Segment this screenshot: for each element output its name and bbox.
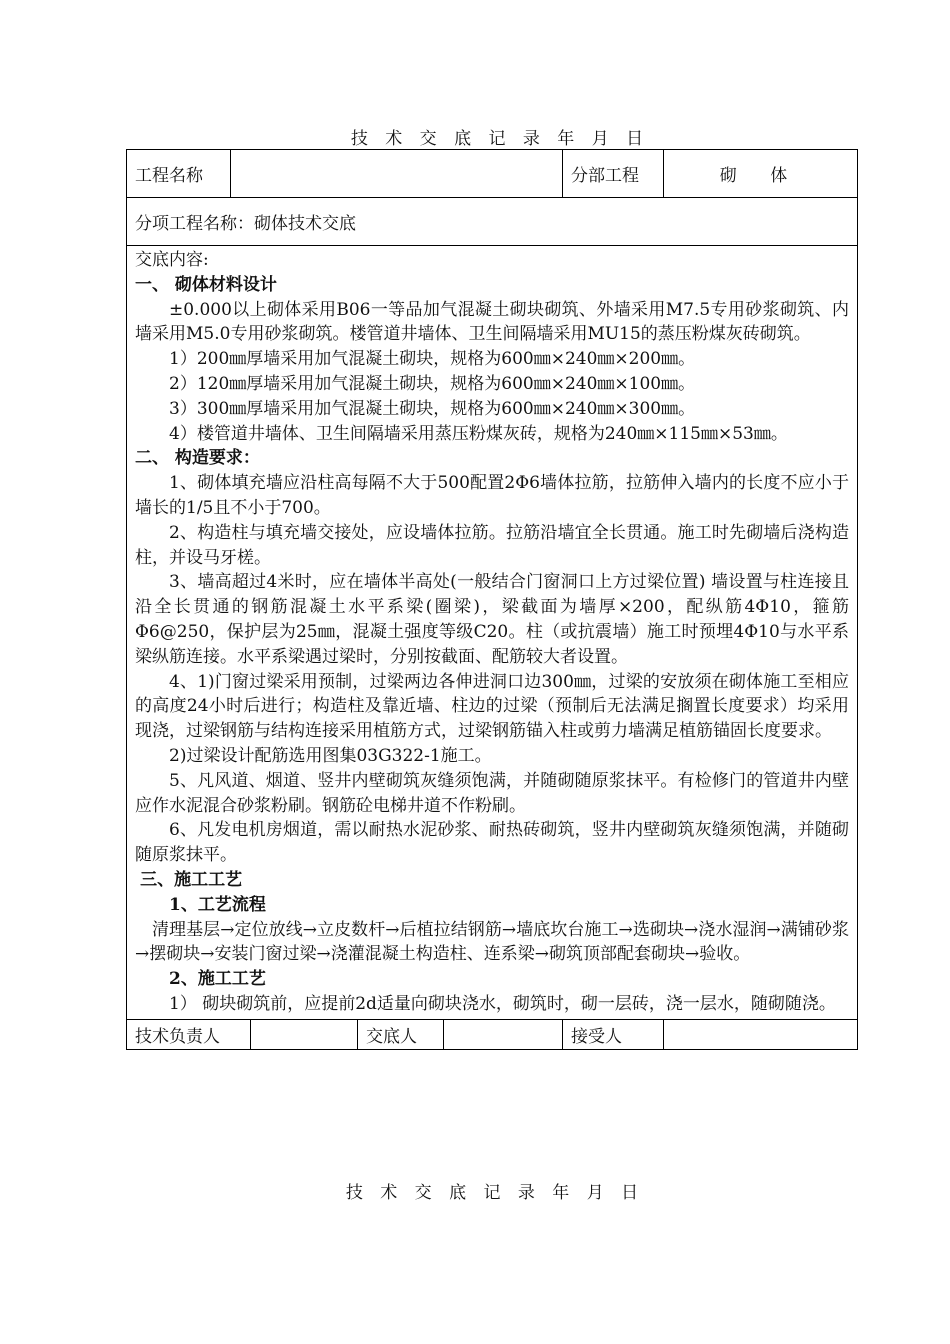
paragraph: 2）120㎜厚墙采用加气混凝土砌块，规格为600㎜×240㎜×100㎜。 (169, 373, 696, 394)
content-label: 交底内容: (135, 250, 209, 270)
paragraph: 6、凡发电机房烟道，需以耐热水泥砂浆、耐热砖砌筑，竖井内壁砌筑灰缝须饱满，并随砌随原浆抹平。 (135, 820, 849, 866)
section-heading: 三、施工工艺 (140, 869, 243, 890)
receiver-value (664, 1019, 858, 1049)
presenter-label: 交底人 (358, 1019, 444, 1049)
paragraph: ±0.000以上砌体采用B06一等品加气混凝土砌块砌筑、外墙采用M7.5专用砂浆砌筑、内墙采用M5.0专用砂浆砌筑。楼管道井墙体、卫生间隔墙采用MU15的蒸压粉煤灰砖砌筑。 (135, 299, 849, 345)
presenter-value (444, 1019, 563, 1049)
record-title-footer: 技 术 交 底 记 录 年 月 日 (345, 1183, 645, 1203)
project-name-label: 工程名称 (127, 150, 231, 198)
paragraph: 4）楼管道井墙体、卫生间隔墙采用蒸压粉煤灰砖，规格为240㎜×115㎜×53㎜。 (169, 423, 788, 444)
subsection-heading: 1、工艺流程 (169, 894, 266, 915)
disclosure-record-table (126, 149, 858, 1050)
header-row (127, 150, 858, 198)
paragraph: 3）300㎜厚墙采用加气混凝土砌块，规格为600㎜×240㎜×300㎜。 (169, 398, 696, 419)
paragraph: 1） 砌块砌筑前，应提前2d适量向砌块浇水，砌筑时，砌一层砖，浇一层水，随砌随浇。 (169, 993, 836, 1014)
subsection-heading: 2、施工工艺 (169, 969, 266, 990)
paragraph: 1、砌体填充墙应沿柱高每隔不大于500配置2Φ6墙体拉筋，拉筋伸入墙内的长度不应小于墙长的1/5且不小于700。 (135, 473, 849, 518)
division-label: 分部工程 (563, 150, 664, 198)
paragraph: 清理基层→定位放线→立皮数杆→后植拉结钢筋→墙底坎台施工→选砌块→浇水湿润→满铺砂浆→摆砌块→安装门窗过梁→浇灌混凝土构造柱、连系梁→砌筑顶部配套砌块→验收。 (135, 919, 849, 965)
subitem-name: 分项工程名称：砌体技术交底 (127, 198, 858, 246)
tech-lead-value (251, 1019, 358, 1049)
paragraph: 4、1)门窗过梁采用预制，过梁两边各伸进洞口边300㎜，过梁的安放须在砌体施工至相应的高度24小时后进行；构造柱及靠近墙、柱边的过梁（预制后无法满足搁置长度要求）均采用现浇，过梁钢筋与结构连接采用植筋方式，过梁钢筋锚入柱或剪力墙满足植筋锚固长度要求。 (135, 671, 849, 742)
signature-row (127, 1019, 858, 1049)
paragraph: 5、凡风道、烟道、竖井内壁砌筑灰缝须饱满，并随砌随原浆抹平。有检修门的管道井内壁应作水泥混合砂浆粉刷。钢筋砼电梯井道不作粉刷。 (135, 770, 849, 816)
disclosure-content (127, 246, 858, 1020)
content-row (127, 246, 858, 1020)
paragraph: 2、构造柱与填充墙交接处，应设墙体拉筋。拉筋沿墙宜全长贯通。施工时先砌墙后浇构造柱，并设马牙槎。 (135, 522, 849, 568)
division-value: 砌 体 (664, 150, 858, 198)
project-name-value (231, 150, 563, 198)
section-heading: 二、 构造要求： (135, 448, 260, 469)
record-title: 技 术 交 底 记 录 年 月 日 (350, 129, 650, 149)
paragraph: 3、墙高超过4米时，应在墙体半高处(一般结合门窗洞口上方过梁位置) 墙设置与柱连接且沿全长贯通的钢筋混凝土水平系梁(圈梁)，梁截面为墙厚×200，配纵筋4Φ10，箍筋 Φ6@250，保护层为25㎜，混凝土强度等级C20。柱（或抗震墙）施工时预埋4Φ10与水平系梁纵筋连接。水平系梁遇过梁时，分别按截面、配筋较大者设置。 (135, 572, 849, 667)
receiver-label: 接受人 (563, 1019, 664, 1049)
paragraph: 2)过梁设计配筋选用图集03G322-1施工。 (169, 745, 492, 766)
tech-lead-label: 技术负责人 (127, 1019, 251, 1049)
paragraph: 1）200㎜厚墙采用加气混凝土砌块，规格为600㎜×240㎜×200㎜。 (169, 349, 696, 370)
section-heading: 一、 砌体材料设计 (135, 274, 277, 295)
subitem-row (127, 198, 858, 246)
